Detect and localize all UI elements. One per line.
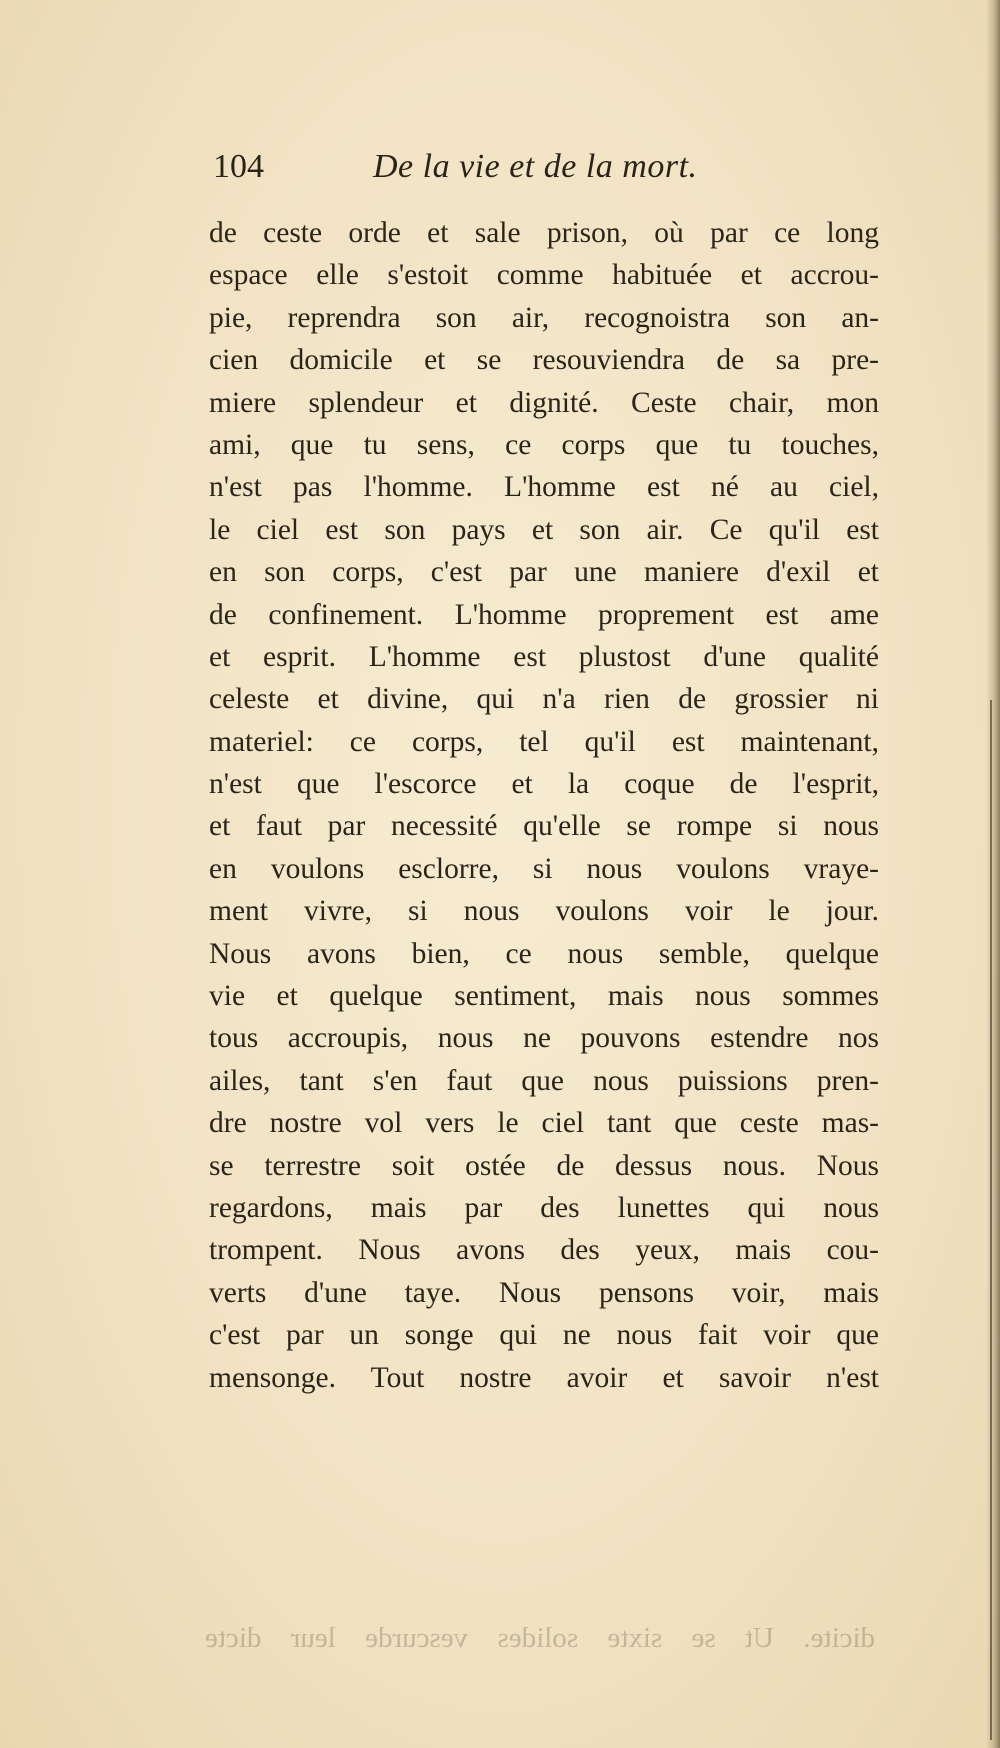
text-line: n'est pas l'homme. L'homme est né au ciel, <box>209 471 879 504</box>
text-line: et esprit. L'homme est plustost d'une qualité <box>209 640 879 673</box>
text-line: pie, reprendra son air, recognoistra son an- <box>209 301 879 334</box>
page-edge-shadow <box>986 0 1000 1748</box>
text-line: celeste et divine, qui n'a rien de grossier ni <box>209 683 879 716</box>
text-line: se terrestre soit ostée de dessus nous. Nous <box>209 1149 879 1182</box>
text-line: Nous avons bien, ce nous semble, quelque <box>209 937 879 970</box>
page-number: 104 <box>213 148 264 185</box>
text-line: ailes, tant s'en faut que nous puissions pren- <box>209 1064 879 1097</box>
text-line: tous accroupis, nous ne pouvons estendre nos <box>209 1022 879 1055</box>
text-line: de confinement. L'homme proprement est ame <box>209 598 879 631</box>
text-line: et faut par necessité qu'elle se rompe si nous <box>209 810 879 843</box>
text-line: n'est que l'escorce et la coque de l'esprit, <box>209 768 879 801</box>
text-line: ment vivre, si nous voulons voir le jour. <box>209 895 879 928</box>
body-text <box>209 212 879 1399</box>
text-line: cien domicile et se resouviendra de sa pre- <box>209 344 879 377</box>
text-line: en voulons esclorre, si nous voulons vraye- <box>209 852 879 885</box>
text-line: en son corps, c'est par une maniere d'exil et <box>209 556 879 589</box>
text-line: vie et quelque sentiment, mais nous sommes <box>209 980 879 1013</box>
page-header <box>213 142 873 192</box>
text-line: ami, que tu sens, ce corps que tu touches, <box>209 428 879 461</box>
text-line: miere splendeur et dignité. Ceste chair, mon <box>209 386 879 419</box>
text-line: dre nostre vol vers le ciel tant que ceste mas- <box>209 1107 879 1140</box>
text-line: verts d'une taye. Nous pensons voir, mais <box>209 1276 879 1309</box>
bleed-through-text: dicite. Ut se sixte solides vescurde leur dicte <box>205 1622 875 1654</box>
text-line: de ceste orde et sale prison, où par ce long <box>209 217 879 249</box>
text-line: le ciel est son pays et son air. Ce qu'il est <box>209 513 879 546</box>
text-line: mensonge. Tout nostre avoir et savoir n'est <box>209 1361 879 1394</box>
text-line: regardons, mais par des lunettes qui nous <box>209 1191 879 1224</box>
text-line: c'est par un songe qui ne nous fait voir que <box>209 1319 879 1352</box>
text-line: espace elle s'estoit comme habituée et accrou- <box>209 259 879 292</box>
text-line: trompent. Nous avons des yeux, mais cou- <box>209 1234 879 1267</box>
page-edge-line <box>990 700 992 1740</box>
text-line: materiel: ce corps, tel qu'il est maintenant, <box>209 725 879 758</box>
running-title: De la vie et de la mort. <box>373 148 698 185</box>
